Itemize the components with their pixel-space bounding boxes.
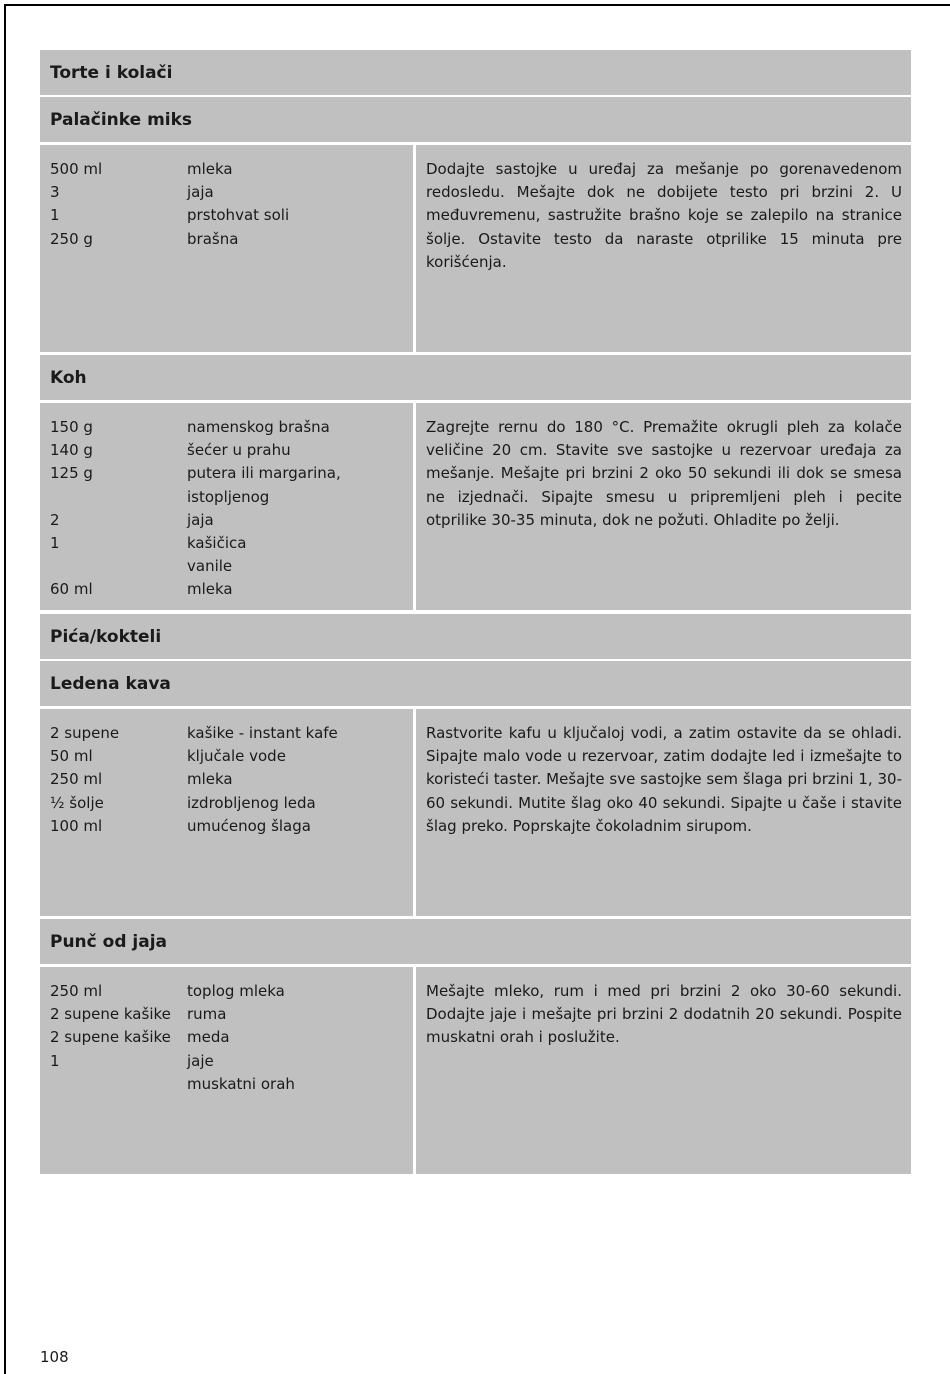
ingredient-quantity: 100 ml — [50, 816, 103, 835]
ingredient-row — [50, 1050, 413, 1073]
ingredient-name: namenskog brašna — [187, 418, 330, 436]
page-border-left — [4, 4, 6, 1374]
recipe-title-text: Koh — [50, 367, 87, 388]
ingredient-name: ruma — [187, 1005, 227, 1024]
ingredient-name: jaje — [187, 1051, 214, 1070]
ingredient-name: kašičica vanile — [187, 534, 247, 576]
ingredient-name: muskatni orah — [187, 1074, 295, 1093]
page-number: 108 — [40, 1348, 69, 1366]
ingredient-quantity: 150 g — [50, 418, 93, 436]
ingredient-row — [50, 509, 413, 532]
ingredient-name: ključale vode — [187, 747, 286, 766]
ingredient-row — [50, 722, 413, 745]
ingredient-quantity: 3 — [50, 183, 60, 202]
recipe-title-eggnog — [40, 919, 911, 964]
ingredients-list — [40, 145, 413, 352]
section-heading-drinks — [40, 614, 911, 659]
ingredient-row — [50, 1026, 413, 1049]
ingredients-list — [40, 967, 413, 1174]
ingredient-name: mleka — [187, 160, 233, 178]
recipe-title-text: Palačinke miks — [50, 109, 193, 130]
ingredient-name: meda — [187, 1028, 230, 1047]
ingredient-quantity: 50 ml — [50, 747, 93, 766]
ingredient-quantity: ½ šolje — [50, 793, 104, 812]
ingredient-quantity: 250 ml — [50, 770, 103, 789]
ingredient-quantity: 1 — [50, 534, 60, 553]
instructions-text: Rastvorite kafu u ključaloj vodi, a zatim ostavite da se ohladi. Sipajte malo vode u rezervoar, zatim dodajte led i izmešajte to koristeći taster. Mešajte sve sastojke sem šlaga pri brzini 1, 30-60 sekundi. Mutite šlag oko 40 sekundi. Sipajte u čaše i stavite šlag preko. Poprskajte čokoladnim sirupom. — [416, 709, 911, 916]
ingredient-row — [50, 462, 413, 508]
ingredient-row — [50, 980, 413, 1003]
ingredient-quantity: 60 ml — [50, 580, 93, 599]
ingredient-row — [50, 532, 413, 578]
ingredient-quantity: 2 supene kašike — [50, 1005, 171, 1024]
page-border-top — [4, 4, 950, 6]
recipe-body-iced-coffee — [40, 709, 911, 916]
ingredient-name: toplog mleka — [187, 982, 285, 1000]
ingredients-list — [40, 709, 413, 916]
ingredient-name: prstohvat soli — [187, 206, 290, 225]
ingredient-quantity: 2 supene — [50, 724, 120, 742]
ingredient-name: izdrobljenog leda — [187, 793, 316, 812]
ingredient-quantity: 1 — [50, 206, 60, 225]
recipe-title-pancakes — [40, 97, 911, 142]
ingredient-quantity: 500 ml — [50, 160, 103, 178]
instructions-text: Dodajte sastojke u uređaj za mešanje po gorenavedenom redosledu. Mešajte dok ne dobijete testo pri brzini 2. U međuvremenu, sastružite brašno koje se zalepilo na stranice šolje. Ostavite testo da naraste otprilike 15 minuta pre korišćenja. — [416, 145, 911, 352]
recipe-title-koh — [40, 355, 911, 400]
ingredient-row — [50, 416, 413, 439]
ingredient-row — [50, 768, 413, 791]
section-heading-cakes — [40, 50, 911, 95]
ingredient-row — [50, 204, 413, 227]
ingredient-name: putera ili margarina, istopljenog — [187, 464, 341, 506]
ingredient-row — [50, 578, 413, 601]
recipe-body-eggnog — [40, 967, 911, 1174]
ingredient-row — [50, 792, 413, 815]
ingredient-row — [50, 158, 413, 181]
ingredient-quantity: 250 g — [50, 229, 93, 248]
recipe-body-koh — [40, 403, 911, 610]
ingredient-quantity: 2 — [50, 510, 60, 529]
ingredient-quantity: 140 g — [50, 441, 93, 460]
ingredient-quantity: 125 g — [50, 464, 93, 483]
ingredient-name: jaja — [187, 510, 214, 529]
recipe-body-pancakes — [40, 145, 911, 352]
ingredients-list — [40, 403, 413, 610]
ingredient-name: jaja — [187, 183, 214, 202]
ingredient-name: mleka — [187, 770, 233, 789]
ingredient-name: šećer u prahu — [187, 441, 291, 460]
ingredient-row — [50, 745, 413, 768]
instructions-text: Mešajte mleko, rum i med pri brzini 2 oko 30-60 sekundi. Dodajte jaje i mešajte pri brzini 2 dodatnih 20 sekundi. Pospite muskatni orah i poslužite. — [416, 967, 911, 1174]
ingredient-row — [50, 439, 413, 462]
section-heading-text: Torte i kolači — [50, 62, 173, 83]
ingredient-row — [50, 181, 413, 204]
ingredient-row — [50, 1073, 413, 1096]
ingredient-name: kašike - instant kafe — [187, 724, 338, 742]
recipe-title-text: Ledena kava — [50, 673, 171, 694]
ingredient-name: umućenog šlaga — [187, 816, 311, 835]
ingredient-name: mleka — [187, 580, 233, 599]
ingredient-quantity: 1 — [50, 1051, 60, 1070]
recipe-title-iced-coffee — [40, 661, 911, 706]
instructions-text: Zagrejte rernu do 180 °C. Premažite okrugli pleh za kolače veličine 20 cm. Stavite sve sastojke u rezervoar uređaja za mešanje. Mešajte pri brzini 2 oko 50 sekundi ili dok se smesa ne izjednači. Sipajte smesu u pripremljeni pleh i pecite otprilike 30-35 minuta, dok ne požuti. Ohladite po želji. — [416, 403, 911, 610]
ingredient-quantity: 2 supene kašike — [50, 1028, 171, 1047]
ingredient-name: brašna — [187, 229, 239, 248]
recipe-title-text: Punč od jaja — [50, 931, 168, 952]
section-heading-text: Pića/kokteli — [50, 626, 162, 647]
ingredient-quantity: 250 ml — [50, 982, 103, 1000]
ingredient-quantity — [50, 1073, 187, 1096]
ingredient-row — [50, 815, 413, 838]
ingredient-row — [50, 1003, 413, 1026]
ingredient-row — [50, 228, 413, 251]
